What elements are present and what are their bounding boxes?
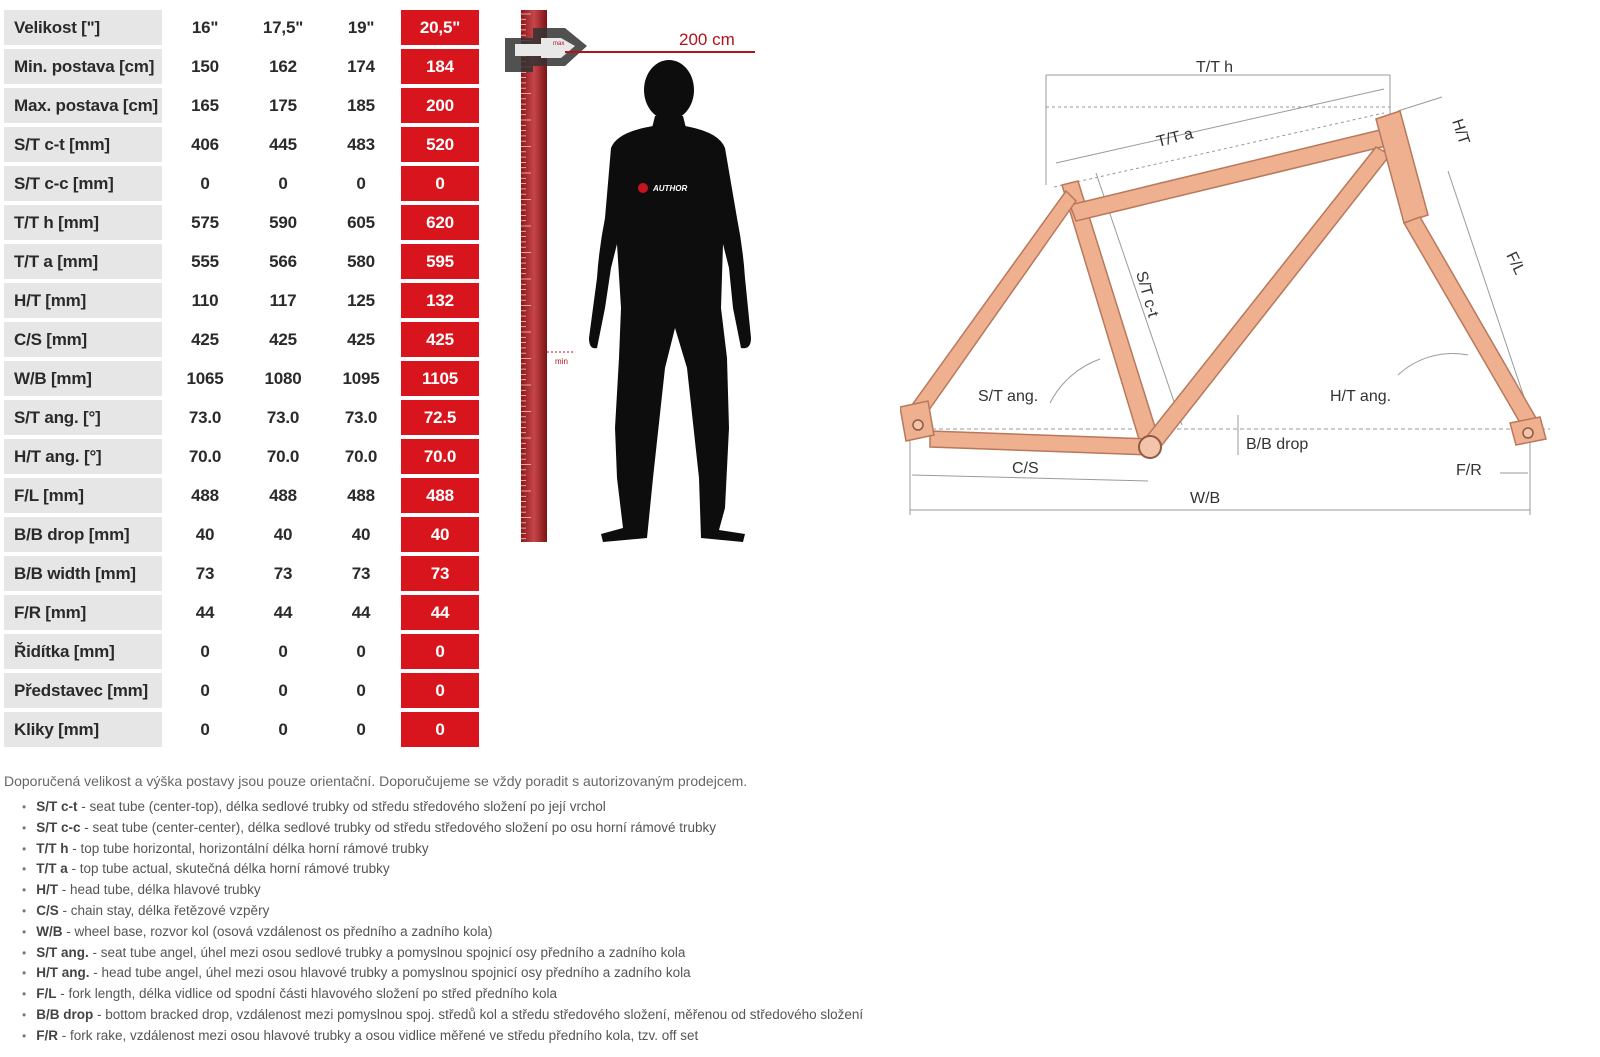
value-cell: 185 bbox=[322, 88, 400, 127]
row-label: T/T h [mm] bbox=[4, 205, 162, 244]
recommendation-note: Doporučená velikost a výška postavy jsou pouze orientační. Doporučujeme se vždy poradit s autorizovaným prodejcem. bbox=[4, 773, 748, 789]
table-row bbox=[4, 88, 479, 127]
value-cell: 117 bbox=[244, 283, 322, 322]
value-cell: 555 bbox=[166, 244, 244, 283]
table-row bbox=[4, 322, 479, 361]
value-cell: 425 bbox=[166, 322, 244, 361]
value-cell: 1080 bbox=[244, 361, 322, 400]
value-cell: 70.0 bbox=[244, 439, 322, 478]
value-cell: 575 bbox=[166, 205, 244, 244]
value-cell: 40 bbox=[322, 517, 400, 556]
abbreviation-legend bbox=[22, 797, 863, 1047]
row-label: S/T c-t [mm] bbox=[4, 127, 162, 166]
highlight-cell: 44 bbox=[400, 595, 479, 634]
label-bb-drop: B/B drop bbox=[1246, 436, 1309, 453]
highlight-cell: 0 bbox=[400, 712, 479, 751]
highlight-cell: 595 bbox=[400, 244, 479, 283]
row-label: S/T c-c [mm] bbox=[4, 166, 162, 205]
legend-text: - chain stay, délka řetězové vzpěry bbox=[58, 902, 270, 918]
ruler bbox=[521, 10, 547, 542]
rear-dropout bbox=[913, 420, 923, 430]
value-cell: 110 bbox=[166, 283, 244, 322]
row-label: B/B width [mm] bbox=[4, 556, 162, 595]
frame-geometry-diagram bbox=[900, 55, 1590, 535]
bottom-bracket bbox=[1139, 436, 1161, 458]
row-label: C/S [mm] bbox=[4, 322, 162, 361]
value-cell: 73 bbox=[244, 556, 322, 595]
legend-item bbox=[22, 943, 863, 964]
value-cell: 488 bbox=[166, 478, 244, 517]
value-cell: 174 bbox=[322, 49, 400, 88]
value-cell: 425 bbox=[322, 322, 400, 361]
value-cell: 44 bbox=[166, 595, 244, 634]
table-row bbox=[4, 478, 479, 517]
legend-item bbox=[22, 901, 863, 922]
value-cell: 1065 bbox=[166, 361, 244, 400]
legend-text: - bottom bracked drop, vzdálenost mezi pomyslnou spoj. středů kol a středu středového složení, měřenou od středového složení bbox=[93, 1006, 864, 1022]
value-cell: 488 bbox=[322, 478, 400, 517]
highlight-cell: 0 bbox=[400, 634, 479, 673]
legend-text: - fork rake, vzdálenost mezi osou hlavové trubky a osou vidlice měřené ve středu předního kola, tzv. off set bbox=[57, 1027, 699, 1043]
highlight-cell: 0 bbox=[400, 673, 479, 712]
legend-abbr: H/T ang. bbox=[36, 965, 90, 981]
label-cs: C/S bbox=[1012, 460, 1039, 477]
legend-abbr: B/B drop bbox=[36, 1006, 94, 1022]
legend-text: - top tube horizontal, horizontální délka horní rámové trubky bbox=[68, 840, 429, 856]
table-row bbox=[4, 244, 479, 283]
value-cell: 175 bbox=[244, 88, 322, 127]
legend-item bbox=[22, 839, 863, 860]
highlight-cell: 72.5 bbox=[400, 400, 479, 439]
table-row bbox=[4, 517, 479, 556]
row-label: Řidítka [mm] bbox=[4, 634, 162, 673]
highlight-cell: 132 bbox=[400, 283, 479, 322]
legend-abbr: F/R bbox=[36, 1027, 58, 1043]
value-cell: 580 bbox=[322, 244, 400, 283]
legend-abbr: S/T c-t bbox=[36, 799, 78, 814]
legend-abbr: S/T c-c bbox=[36, 819, 81, 835]
value-cell: 0 bbox=[244, 166, 322, 205]
height-value: 200 cm bbox=[679, 30, 735, 49]
table-row bbox=[4, 634, 479, 673]
value-cell: 0 bbox=[166, 166, 244, 205]
highlight-cell: 70.0 bbox=[400, 439, 479, 478]
legend-abbr: W/B bbox=[36, 923, 63, 939]
legend-text: - seat tube (center-center), délka sedlové trubky od středu středového složení po osu horní rámové trubky bbox=[80, 819, 717, 835]
value-cell: 0 bbox=[244, 673, 322, 712]
value-cell: 0 bbox=[244, 634, 322, 673]
highlight-cell: 73 bbox=[400, 556, 479, 595]
value-cell: 70.0 bbox=[322, 439, 400, 478]
legend-text: - top tube actual, skutečná délka horní rámové trubky bbox=[67, 861, 390, 877]
table-row bbox=[4, 400, 479, 439]
value-cell: 590 bbox=[244, 205, 322, 244]
legend-item bbox=[22, 984, 863, 1005]
value-cell: 605 bbox=[322, 205, 400, 244]
legend-abbr: H/T bbox=[36, 882, 58, 898]
label-ht-ang: H/T ang. bbox=[1330, 388, 1392, 405]
value-cell: 73 bbox=[322, 556, 400, 595]
value-cell: 1095 bbox=[322, 361, 400, 400]
legend-item bbox=[22, 922, 863, 943]
legend-text: - head tube, délka hlavové trubky bbox=[57, 882, 261, 898]
value-cell: 44 bbox=[244, 595, 322, 634]
value-cell: 125 bbox=[322, 283, 400, 322]
value-cell: 73 bbox=[166, 556, 244, 595]
table-row bbox=[4, 283, 479, 322]
legend-text: - seat tube angel, úhel mezi osou sedlové trubky a pomyslnou spojnicí osy předního a zadního kola bbox=[88, 944, 686, 960]
front-dropout bbox=[1523, 428, 1533, 438]
height-graphic bbox=[505, 8, 795, 558]
row-label: Max. postava [cm] bbox=[4, 88, 162, 127]
label-tth: T/T h bbox=[1196, 59, 1234, 76]
row-label: F/L [mm] bbox=[4, 478, 162, 517]
row-label: H/T ang. [°] bbox=[4, 439, 162, 478]
value-cell: 406 bbox=[166, 127, 244, 166]
highlight-cell: 0 bbox=[400, 166, 479, 205]
row-label: Velikost ["] bbox=[4, 10, 162, 49]
label-stct: S/T c-t bbox=[1132, 269, 1162, 320]
table-row bbox=[4, 439, 479, 478]
row-label: Min. postava [cm] bbox=[4, 49, 162, 88]
table-row bbox=[4, 361, 479, 400]
legend-text: - head tube angel, úhel mezi osou hlavové trubky a pomyslnou spojnicí osy předního a zadního kola bbox=[89, 965, 691, 981]
table-row bbox=[4, 49, 479, 88]
legend-item bbox=[22, 797, 863, 818]
value-cell: 0 bbox=[322, 634, 400, 673]
highlight-cell: 20,5" bbox=[400, 10, 479, 49]
highlight-cell: 200 bbox=[400, 88, 479, 127]
value-cell: 0 bbox=[166, 712, 244, 751]
value-cell: 40 bbox=[244, 517, 322, 556]
value-cell: 425 bbox=[244, 322, 322, 361]
value-cell: 165 bbox=[166, 88, 244, 127]
value-cell: 162 bbox=[244, 49, 322, 88]
legend-item bbox=[22, 880, 863, 901]
row-label: Kliky [mm] bbox=[4, 712, 162, 751]
highlight-cell: 425 bbox=[400, 322, 479, 361]
highlight-cell: 620 bbox=[400, 205, 479, 244]
legend-abbr: C/S bbox=[36, 902, 59, 918]
row-label: F/R [mm] bbox=[4, 595, 162, 634]
legend-item bbox=[22, 818, 863, 839]
table-row bbox=[4, 166, 479, 205]
row-label: S/T ang. [°] bbox=[4, 400, 162, 439]
legend-item bbox=[22, 963, 863, 984]
table-row bbox=[4, 556, 479, 595]
legend-abbr: T/T a bbox=[36, 861, 68, 877]
value-cell: 70.0 bbox=[166, 439, 244, 478]
min-tick-label: min bbox=[555, 357, 568, 366]
value-cell: 488 bbox=[244, 478, 322, 517]
value-cell: 0 bbox=[322, 712, 400, 751]
value-cell: 0 bbox=[244, 712, 322, 751]
table-row bbox=[4, 673, 479, 712]
value-cell: 19" bbox=[322, 10, 400, 49]
row-label: W/B [mm] bbox=[4, 361, 162, 400]
table-row bbox=[4, 10, 479, 49]
table-row bbox=[4, 595, 479, 634]
label-tta: T/T a bbox=[1154, 125, 1195, 151]
row-label: Představec [mm] bbox=[4, 673, 162, 712]
person-silhouette bbox=[589, 60, 751, 542]
shirt-logo: AUTHOR bbox=[653, 184, 688, 193]
label-fl: F/L bbox=[1502, 249, 1528, 278]
value-cell: 0 bbox=[322, 673, 400, 712]
label-wb: W/B bbox=[1190, 490, 1221, 507]
highlight-cell: 1105 bbox=[400, 361, 479, 400]
value-cell: 0 bbox=[322, 166, 400, 205]
legend-abbr: F/L bbox=[36, 986, 57, 1002]
value-cell: 40 bbox=[166, 517, 244, 556]
value-cell: 0 bbox=[166, 634, 244, 673]
value-cell: 73.0 bbox=[244, 400, 322, 439]
highlight-cell: 184 bbox=[400, 49, 479, 88]
legend-item bbox=[22, 859, 863, 880]
highlight-cell: 40 bbox=[400, 517, 479, 556]
highlight-cell: 488 bbox=[400, 478, 479, 517]
geometry-table bbox=[4, 10, 479, 751]
label-ht: H/T bbox=[1448, 116, 1473, 147]
label-st-ang: S/T ang. bbox=[978, 388, 1039, 405]
shirt-logo-icon bbox=[638, 183, 648, 193]
row-label: B/B drop [mm] bbox=[4, 517, 162, 556]
legend-abbr: T/T h bbox=[36, 840, 69, 856]
table-row bbox=[4, 712, 479, 751]
legend-text: - seat tube (center-top), délka sedlové trubky od středu středového složení po její vrchol bbox=[77, 799, 606, 814]
value-cell: 0 bbox=[166, 673, 244, 712]
value-cell: 73.0 bbox=[166, 400, 244, 439]
value-cell: 566 bbox=[244, 244, 322, 283]
value-cell: 17,5" bbox=[244, 10, 322, 49]
value-cell: 150 bbox=[166, 49, 244, 88]
row-label: H/T [mm] bbox=[4, 283, 162, 322]
legend-text: - wheel base, rozvor kol (osová vzdálenost os předního a zadního kola) bbox=[62, 923, 493, 939]
max-tick-label: max bbox=[553, 41, 565, 47]
table-row bbox=[4, 127, 479, 166]
label-fr: F/R bbox=[1456, 462, 1482, 479]
legend-item bbox=[22, 1005, 863, 1026]
value-cell: 16" bbox=[166, 10, 244, 49]
highlight-cell: 520 bbox=[400, 127, 479, 166]
legend-item bbox=[22, 1026, 863, 1047]
value-cell: 483 bbox=[322, 127, 400, 166]
legend-text: - fork length, délka vidlice od spodní části hlavového složení po střed předního kola bbox=[56, 986, 558, 1002]
table-row bbox=[4, 205, 479, 244]
legend-abbr: S/T ang. bbox=[36, 944, 89, 960]
row-label: T/T a [mm] bbox=[4, 244, 162, 283]
value-cell: 44 bbox=[322, 595, 400, 634]
value-cell: 73.0 bbox=[322, 400, 400, 439]
value-cell: 445 bbox=[244, 127, 322, 166]
